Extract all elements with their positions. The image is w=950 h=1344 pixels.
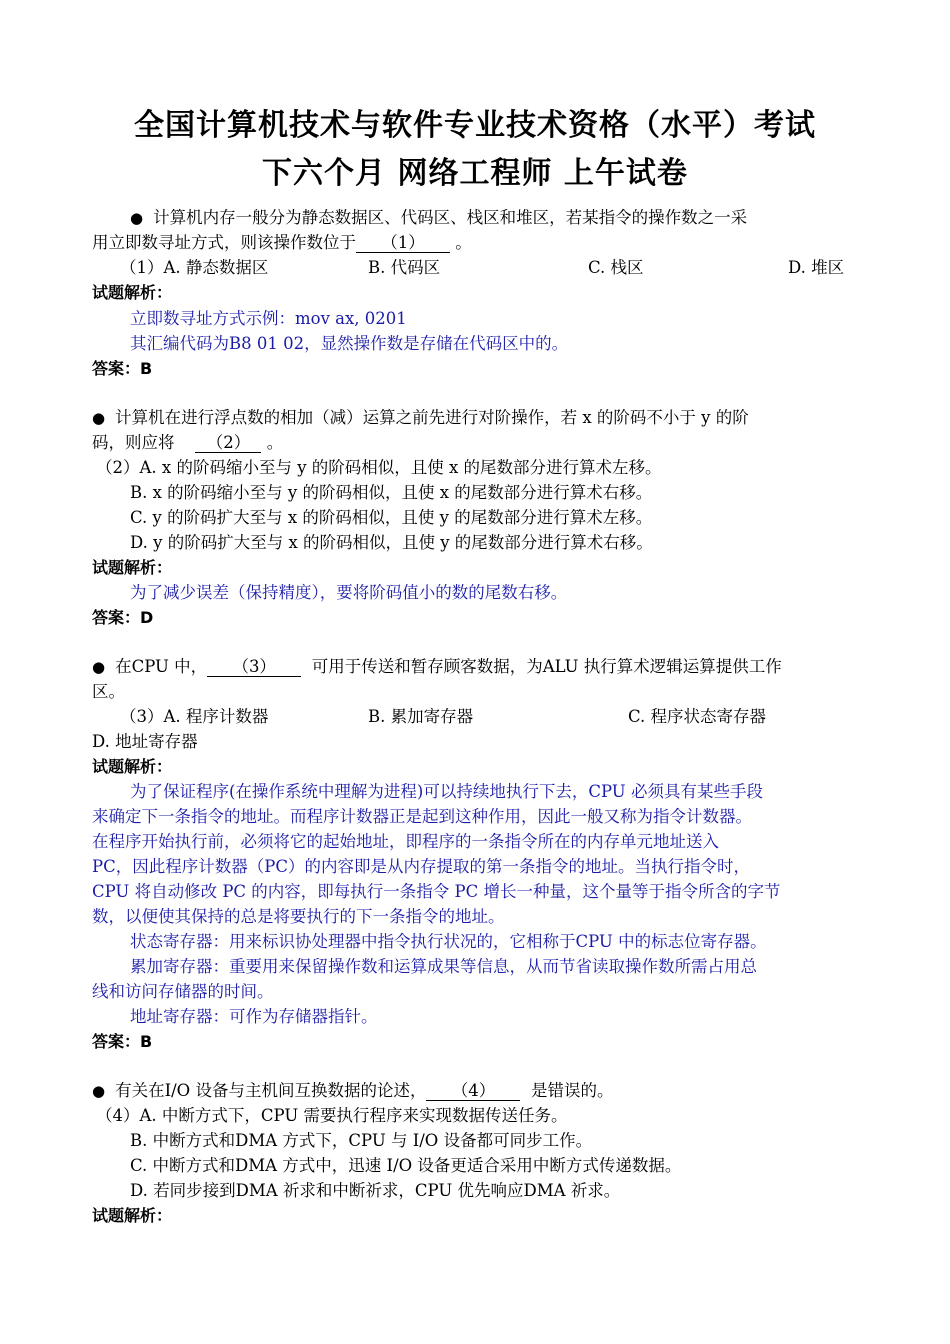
option-4b: B. 中断方式和DMA 方式下，CPU 与 I/O 设备都可同步工作。 bbox=[130, 1131, 593, 1150]
bullet-icon: ● bbox=[130, 209, 144, 227]
analysis-3-line1: 为了保证程序(在操作系统中理解为进程)可以持续地执行下去，CPU 必须具有某些手段 bbox=[130, 782, 763, 801]
question-1-stem-line2: 用立即数寻址方式，则该操作数位于 （1） 。 bbox=[92, 233, 472, 252]
question-3-stem-line1: ● 在CPU 中， （3） 可用于传送和暂存顾客数据，为ALU 执行算术逻辑运算提供工作 bbox=[92, 657, 782, 676]
option-4c: C. 中断方式和DMA 方式中，迅速 I/O 设备更适合采用中断方式传递数据。 bbox=[130, 1156, 682, 1175]
analysis-3-line4: PC，因此程序计数器（PC）的内容即是从内存提取的第一条指令的地址。当执行指令时， bbox=[92, 857, 750, 876]
exam-title-line2: 下六个月 网络工程师 上午试卷 bbox=[262, 156, 688, 191]
option-3b: B. 累加寄存器 bbox=[368, 707, 474, 726]
analysis-3-line6: 数，以便使其保持的总是将要执行的下一条指令的地址。 bbox=[92, 907, 505, 926]
analysis-3-line3: 在程序开始执行前，必须将它的起始地址，即程序的一条指令所在的内存单元地址送入 bbox=[92, 832, 719, 851]
analysis-2-line1: 为了减少误差（保持精度），要将阶码值小的数的尾数右移。 bbox=[130, 583, 568, 602]
analysis-label-2: 试题解析： bbox=[92, 558, 173, 577]
analysis-3-line5: CPU 将自动修改 PC 的内容，即每执行一条指令 PC 增长一种量，这个量等于指令所含的字节 bbox=[92, 882, 781, 901]
option-2c: C. y 的阶码扩大至与 x 的阶码相似，且使 y 的尾数部分进行算术左移。 bbox=[130, 508, 653, 527]
option-2b: B. x 的阶码缩小至与 y 的阶码相似，且使 x 的尾数部分进行算术右移。 bbox=[130, 483, 653, 502]
option-3c: C. 程序状态寄存器 bbox=[628, 707, 767, 726]
question-4-stem-line1: ● 有关在I/O 设备与主机间互换数据的论述， （4） 是错误的。 bbox=[92, 1081, 614, 1100]
analysis-1-line2: 其汇编代码为B8 01 02，显然操作数是存储在代码区中的。 bbox=[130, 334, 569, 353]
analysis-3-line9: 线和访问存储器的时间。 bbox=[92, 982, 274, 1001]
option-3d: D. 地址寄存器 bbox=[92, 732, 198, 751]
question-2-stem-line1: ● 计算机在进行浮点数的相加（减）运算之前先进行对阶操作，若 x 的阶码不小于 y 的阶 bbox=[92, 408, 749, 427]
bullet-icon: ● bbox=[92, 1082, 106, 1100]
option-1b: B. 代码区 bbox=[368, 258, 441, 277]
option-1c: C. 栈区 bbox=[588, 258, 644, 277]
answer-blank-1: （1） bbox=[356, 234, 450, 253]
analysis-label-1: 试题解析： bbox=[92, 283, 173, 302]
analysis-3-line10: 地址寄存器：可作为存储器指针。 bbox=[130, 1007, 378, 1026]
analysis-3-line7: 状态寄存器：用来标识协处理器中指令执行状况的，它相称于CPU 中的标志位寄存器。 bbox=[130, 932, 767, 951]
option-4a: （4）A. 中断方式下，CPU 需要执行程序来实现数据传送任务。 bbox=[96, 1106, 568, 1125]
analysis-label-4: 试题解析： bbox=[92, 1206, 173, 1225]
exam-title-line1: 全国计算机技术与软件专业技术资格（水平）考试 bbox=[134, 108, 816, 143]
bullet-icon: ● bbox=[92, 658, 106, 676]
answer-blank-4: （4） bbox=[426, 1082, 520, 1101]
analysis-3-line8: 累加寄存器：重要用来保留操作数和运算成果等信息，从而节省读取操作数所需占用总 bbox=[130, 957, 757, 976]
answer-2: 答案：D bbox=[92, 608, 154, 627]
option-2a: （2）A. x 的阶码缩小至与 y 的阶码相似，且使 x 的尾数部分进行算术左移。 bbox=[96, 458, 662, 477]
option-2d: D. y 的阶码扩大至与 x 的阶码相似，且使 y 的尾数部分进行算术右移。 bbox=[130, 533, 653, 552]
option-4d: D. 若同步接到DMA 祈求和中断祈求，CPU 优先响应DMA 祈求。 bbox=[130, 1181, 621, 1200]
analysis-label-3: 试题解析： bbox=[92, 757, 173, 776]
option-1a: （1）A. 静态数据区 bbox=[120, 258, 269, 277]
answer-1: 答案：B bbox=[92, 359, 153, 378]
option-1d: D. 堆区 bbox=[788, 258, 845, 277]
question-2-stem-line2: 码，则应将 （2） 。 bbox=[92, 433, 284, 452]
analysis-3-line2: 来确定下一条指令的地址。而程序计数器正是起到这种作用，因此一般又称为指令计数器。 bbox=[92, 807, 752, 826]
bullet-icon: ● bbox=[92, 409, 106, 427]
answer-blank-2: （2） bbox=[195, 434, 261, 453]
answer-blank-3: （3） bbox=[207, 658, 301, 677]
question-1-stem-line1: ● 计算机内存一般分为静态数据区、代码区、栈区和堆区，若某指令的操作数之一采 bbox=[130, 208, 748, 227]
question-3-stem-line2: 区。 bbox=[92, 682, 125, 701]
option-3a: （3）A. 程序计数器 bbox=[120, 707, 269, 726]
analysis-1-line1: 立即数寻址方式示例：mov ax, 0201 bbox=[130, 309, 407, 328]
answer-3: 答案：B bbox=[92, 1032, 153, 1051]
